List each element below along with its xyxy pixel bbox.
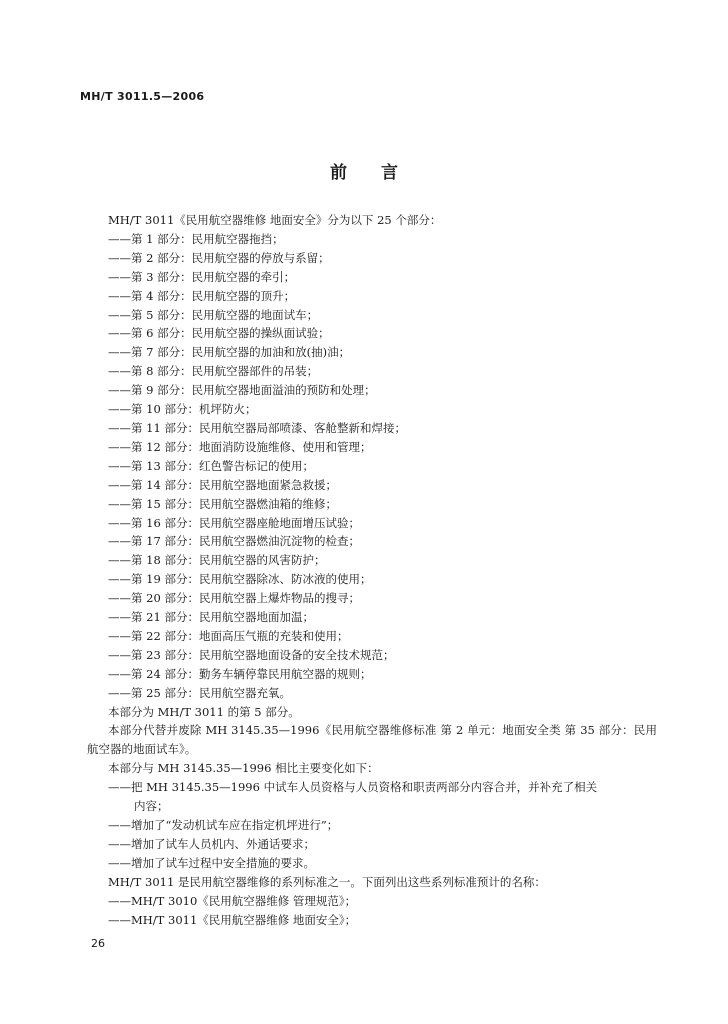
list-item: ——第 21 部分：民用航空器地面加温； (108, 610, 314, 625)
list-item: ——第 12 部分：地面消防设施维修、使用和管理； (108, 439, 372, 454)
list-item: ——第 1 部分：民用航空器拖挡； (108, 231, 284, 246)
list-item: ——第 4 部分：民用航空器的顶升； (108, 288, 296, 303)
list-item: ——第 9 部分：民用航空器地面溢油的预防和处理； (108, 383, 376, 398)
list-item: ——把 MH 3145.35—1996 中试车人员资格与人员资格和职责两部分内容合并，并补充了相关 (108, 780, 598, 795)
list-item: ——第 7 部分：民用航空器的加油和放(抽)油； (108, 345, 351, 360)
changes-intro-paragraph: 本部分与 MH 3145.35—1996 相比主要变化如下： (108, 761, 379, 776)
list-item: ——第 16 部分：民用航空器座舱地面增压试验； (108, 515, 360, 530)
list-item: ——第 24 部分：勤务车辆停靠民用航空器的规则； (108, 666, 372, 681)
changes-list (87, 778, 657, 873)
document-code-header: MH/T 3011.5—2006 (80, 90, 205, 103)
list-item: ——第 8 部分：民用航空器部件的吊装； (108, 364, 319, 379)
list-item: ——第 3 部分：民用航空器的牵引； (108, 269, 296, 284)
list-item: ——第 6 部分：民用航空器的操纵面试验； (108, 326, 330, 341)
page-number: 26 (91, 937, 105, 950)
series-intro-paragraph: MH/T 3011 是民用航空器维修的系列标准之一。下面列出这些系列标准预计的名称： (108, 874, 546, 889)
list-item: ——MH/T 3010《民用航空器维修 管理规范》； (108, 893, 357, 908)
list-item: ——第 19 部分：民用航空器除冰、防冰液的使用； (108, 572, 372, 587)
list-item: ——增加了试车过程中安全措施的要求。 (108, 855, 315, 870)
list-item: ——第 20 部分：民用航空器上爆炸物品的搜寻； (108, 591, 360, 606)
page-title: 前言 (330, 163, 432, 183)
list-item: ——第 22 部分：地面高压气瓶的充装和使用； (108, 628, 349, 643)
list-item: ——第 2 部分：民用航空器的停放与系留； (108, 250, 330, 265)
list-item: ——第 25 部分：民用航空器充氧。 (108, 685, 291, 700)
list-item: ——MH/T 3011《民用航空器维修 地面安全》； (108, 912, 357, 927)
list-item-continuation: 内容； (134, 799, 169, 814)
foreword-body (87, 211, 657, 929)
list-item: ——第 23 部分：民用航空器地面设备的安全技术规范； (108, 647, 395, 662)
list-item: ——增加了试车人员机内、外通话要求； (108, 836, 315, 851)
replaces-paragraph: 本部分代替并废除 MH 3145.35—1996《民用航空器维修标准 第 2 单元：地面安全类 第 35 部分：民用航空器的地面试车》。 (87, 723, 657, 757)
series-list (87, 892, 657, 930)
parts-list (87, 230, 657, 703)
list-item: ——第 10 部分：机坪防火； (108, 402, 257, 417)
list-item: ——增加了“发动机试车应在指定机坪进行”； (108, 818, 339, 832)
list-item: ——第 11 部分：民用航空器局部喷漆、客舱整新和焊接； (108, 420, 406, 435)
list-item: ——第 13 部分：红色警告标记的使用； (108, 458, 314, 473)
this-part-paragraph: 本部分为 MH/T 3011 的第 5 部分。 (108, 704, 300, 719)
list-item: ——第 18 部分：民用航空器的风害防护； (108, 553, 326, 568)
intro-paragraph: MH/T 3011《民用航空器维修 地面安全》分为以下 25 个部分： (108, 213, 442, 227)
list-item: ——第 14 部分：民用航空器地面紧急救援； (108, 477, 337, 492)
list-item: ——第 17 部分：民用航空器燃油沉淀物的检查； (108, 534, 360, 549)
list-item: ——第 5 部分：民用航空器的地面试车； (108, 307, 319, 322)
list-item: ——第 15 部分：民用航空器燃油箱的维修； (108, 496, 337, 511)
